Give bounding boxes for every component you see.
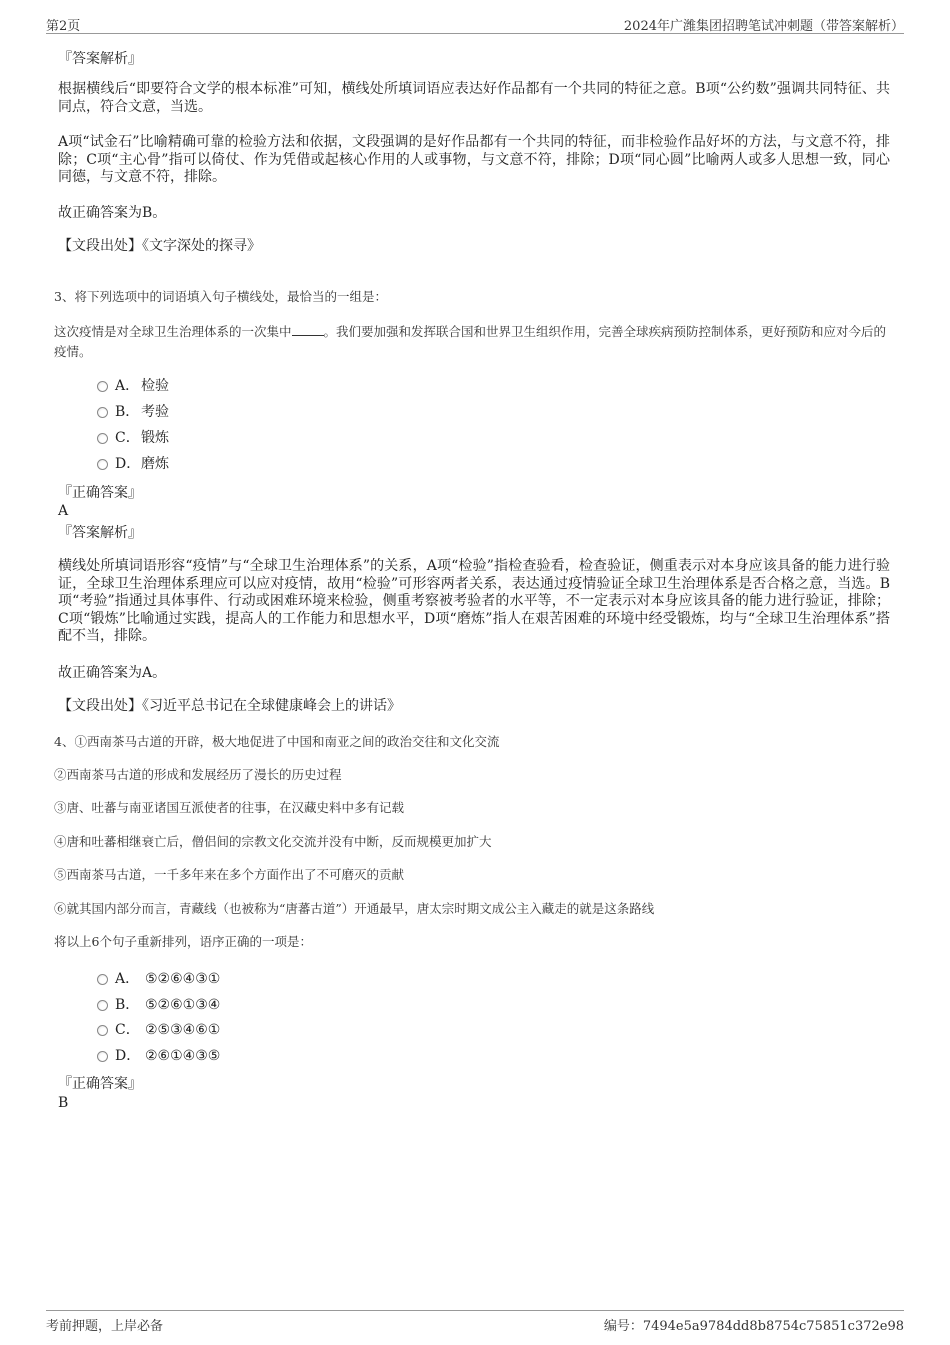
sentence-1: 4、①西南茶马古道的开辟，极大地促进了中国和南亚之间的政治交往和文化交流 <box>54 734 500 749</box>
radio-button[interactable] <box>97 1025 108 1036</box>
page-number: 第2页 <box>46 19 81 34</box>
analysis-paragraph: 根据横线后“即要符合文学的根本标准”可知，横线处所填词语应表达好作品都有一个共同的特征之意。B项“公约数”强调共同特征、共同点，符合文意，当选。 <box>58 81 890 115</box>
option-letter: A． <box>115 378 140 394</box>
answer-label: 『正确答案』 <box>58 485 142 501</box>
conclusion: 故正确答案为B。 <box>58 205 167 221</box>
answer-value: A <box>58 503 69 519</box>
option-text: ②⑥①④③⑤ <box>145 1048 221 1064</box>
question-prompt: 将以上6个句子重新排列，语序正确的一项是： <box>54 934 312 949</box>
sentence-4: ④唐和吐蕃相继衰亡后，僧侣间的宗教文化交流并没有中断，反而规模更加扩大 <box>54 834 492 849</box>
radio-button[interactable] <box>97 433 108 444</box>
question-stem: 3、将下列选项中的词语填入句子横线处，最恰当的一组是： <box>54 289 387 304</box>
radio-button[interactable] <box>97 407 108 418</box>
footer-slogan: 考前押题，上岸必备 <box>46 1319 164 1334</box>
page-header <box>46 13 904 34</box>
radio-button[interactable] <box>97 974 108 985</box>
analysis-paragraph: 横线处所填词语形容“疫情”与“全球卫生治理体系”的关系，A项“检验”指检查验看，检查验证，侧重表示对本身应该具备的能力进行验证，全球卫生治理体系理应可以应对疫情，故用“检验”可形容两者关系，表达通过疫情验证全球卫生治理体系是否合格之意，当选。B项“考验”指通过具体事件、行动或困难环境来检验，侧重考察被考验者的水平等，不一定表示对本身应该具备的能力进行验证，排除；C项“锻炼”比喻通过实践，提高人的工作能力和思想水平，D项“磨炼”指人在艰苦困难的环境中经受锻炼，均与“全球卫生治理体系”搭配不当，排除。 <box>58 558 890 644</box>
option-letter: A． <box>115 971 140 987</box>
option-letter: C． <box>115 430 140 446</box>
document-title: 2024年广潍集团招聘笔试冲刺题（带答案解析） <box>623 19 904 34</box>
option-letter: B． <box>115 404 140 420</box>
sentence-3: ③唐、吐蕃与南亚诸国互派使者的往事，在汉藏史料中多有记载 <box>54 800 405 815</box>
blank-line <box>292 323 324 336</box>
question-sentence <box>54 322 890 362</box>
option-text: ⑤②⑥④③① <box>145 971 221 987</box>
sentence-6: ⑥就其国内部分而言，青藏线（也被称为“唐蕃古道”）开通最早，唐太宗时期文成公主入藏走的就是这条路线 <box>54 901 655 916</box>
conclusion: 故正确答案为A。 <box>58 665 167 681</box>
sentence-part: 这次疫情是对全球卫生治理体系的一次集中 <box>54 324 292 339</box>
document-id: 编号：7494e5a9784dd8b8754c75851c372e98 <box>603 1319 904 1334</box>
option-text: ②⑤③④⑥① <box>145 1022 221 1038</box>
analysis-label: 『答案解析』 <box>58 51 142 67</box>
option-text: 磨炼 <box>141 456 169 472</box>
option-letter: D． <box>115 1048 141 1064</box>
radio-button[interactable] <box>97 1051 108 1062</box>
option-text: 锻炼 <box>141 430 169 446</box>
sentence-5: ⑤西南茶马古道，一千多年来在多个方面作出了不可磨灭的贡献 <box>54 867 405 882</box>
radio-button[interactable] <box>97 459 108 470</box>
option-text: 考验 <box>141 404 169 420</box>
sentence-2: ②西南茶马古道的形成和发展经历了漫长的历史过程 <box>54 767 342 782</box>
option-text: 检验 <box>141 378 169 394</box>
option-letter: B． <box>115 997 140 1013</box>
option-letter: C． <box>115 1022 140 1038</box>
radio-button[interactable] <box>97 381 108 392</box>
analysis-paragraph: A项“试金石”比喻精确可靠的检验方法和依据，文段强调的是好作品都有一个共同的特征，而非检验作品好坏的方法，与文意不符，排除；C项“主心骨”指可以倚仗、作为凭借或起核心作用的人或事物，与文意不符，排除；D项“同心圆”比喻两人或多人思想一致，同心同德，与文意不符，排除。 <box>58 134 890 185</box>
source: 【文段出处】《文字深处的探寻》 <box>58 238 261 254</box>
source: 【文段出处】《习近平总书记在全球健康峰会上的讲话》 <box>58 698 401 714</box>
radio-button[interactable] <box>97 1000 108 1011</box>
option-letter: D． <box>115 456 141 472</box>
page-footer <box>46 1310 904 1333</box>
answer-label: 『正确答案』 <box>58 1076 142 1092</box>
option-text: ⑤②⑥①③④ <box>145 997 221 1013</box>
answer-value: B <box>58 1095 69 1111</box>
analysis-label: 『答案解析』 <box>58 525 142 541</box>
sentence-part: 。我们要加强和发挥联合国和世界卫生组织作用，完善全球疾病预防控制体系，更好预防和应对今后的疫情。 <box>54 324 887 359</box>
